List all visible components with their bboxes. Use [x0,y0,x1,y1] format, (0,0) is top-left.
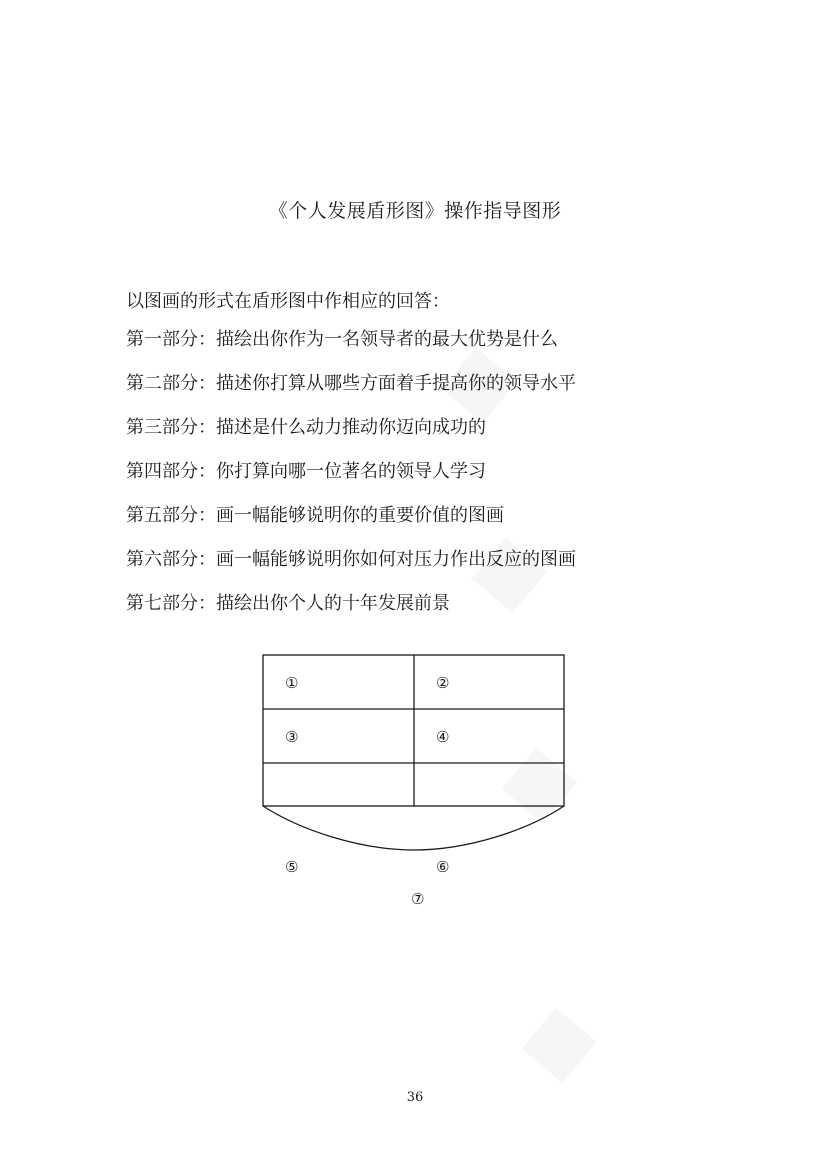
part-four: 第四部分：你打算向哪一位著名的领导人学习 [126,461,486,482]
shield-label-three: ③ [285,728,299,746]
part-two: 第二部分：描述你打算从哪些方面着手提高你的领导水平 [126,373,576,394]
part-one: 第一部分：描绘出你作为一名领导者的最大优势是什么 [126,329,558,350]
shield-label-two: ② [436,674,450,692]
shield-label-seven: ⑦ [411,890,425,908]
shield-label-four: ④ [436,728,450,746]
shield-label-six: ⑥ [436,858,450,876]
page-number: 36 [406,1090,424,1105]
part-three: 第三部分：描述是什么动力推动你迈向成功的 [126,417,486,438]
shield-label-five: ⑤ [285,858,299,876]
intro-text: 以图画的形式在盾形图中作相应的回答： [126,291,450,312]
part-seven: 第七部分：描绘出你个人的十年发展前景 [126,593,450,614]
part-five: 第五部分：画一幅能够说明你的重要价值的图画 [126,505,504,526]
part-six: 第六部分：画一幅能够说明你如何对压力作出反应的图画 [126,549,576,570]
shield-bottom-curve [263,806,564,850]
shield-label-one: ① [285,674,299,692]
document-title: 《个人发展盾形图》操作指导图形 [268,200,562,222]
